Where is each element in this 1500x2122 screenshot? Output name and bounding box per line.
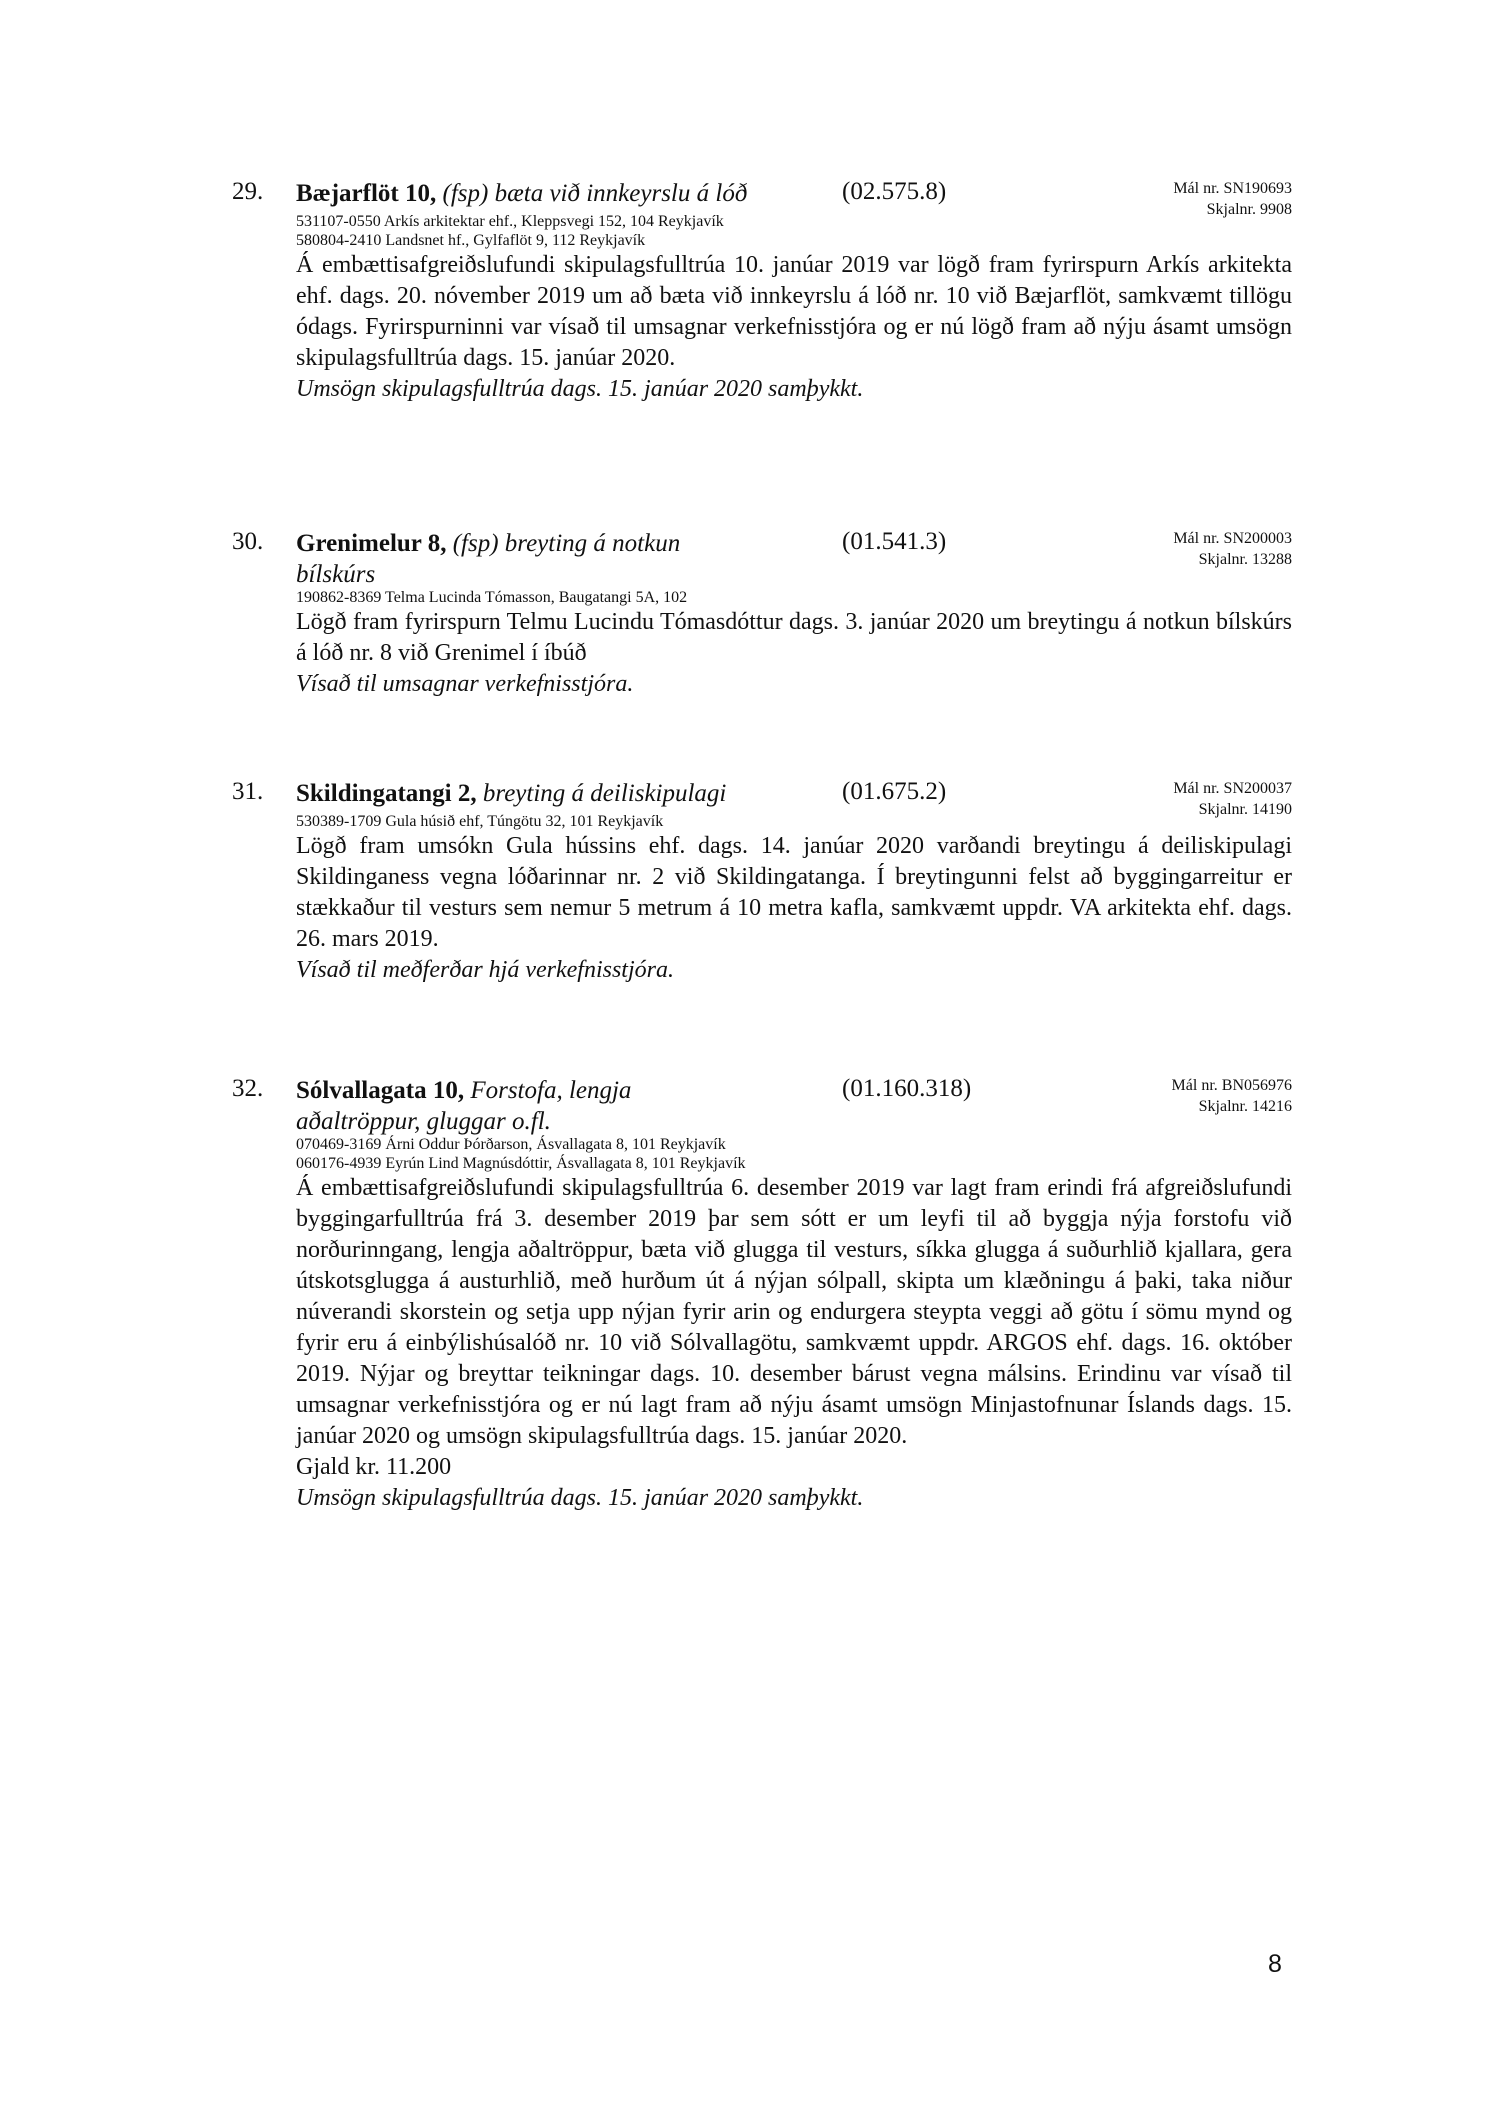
page-number: 8 bbox=[1268, 1950, 1282, 1978]
parties bbox=[296, 1135, 1292, 1173]
case-30 bbox=[232, 528, 1292, 700]
case-body: Lögð fram fyrirspurn Telmu Lucindu Tómasdóttur dags. 3. janúar 2020 um breytingu á notkun bílskúrs á lóð nr. 8 við Grenimel í íbúð bbox=[296, 609, 1292, 666]
case-title bbox=[296, 778, 836, 809]
case-31 bbox=[232, 778, 1292, 986]
case-body: Á embættisafgreiðslufundi skipulagsfulltrúa 10. janúar 2019 var lögð fram fyrirspurn Arkís arkitekta ehf. dags. 20. nóvember 2019 um að bæta við innkeyrslu á lóð nr. 10 við Bæjarflöt, samkvæmt tillögu ódags. Fyrirspurninni var vísað til umsagnar verkefnisstjóra og er nú lögð fram að nýju ásamt umsögn skipulagsfulltrúa dags. 15. janúar 2020. bbox=[296, 252, 1292, 371]
case-no: Mál nr. SN200037 bbox=[1173, 780, 1292, 797]
case-number: 29. bbox=[232, 178, 264, 205]
case-decision: Vísað til umsagnar verkefnisstjóra. bbox=[296, 671, 634, 697]
case-no: Mál nr. SN200003 bbox=[1173, 530, 1292, 547]
case-address: Bæjarflöt 10, bbox=[296, 180, 437, 207]
case-body: Lögð fram umsókn Gula hússins ehf. dags. 14. janúar 2020 varðandi breytingu á deiliskipulagi Skildinganess vegna lóðarinnar nr. 2 við Skildingatanga. Í breytingunni felst að byggingarreitur er stækkaður til vesturs sem nemur 5 metrum á 10 metra kafla, samkvæmt uppdr. VA arkitekta ehf. dags. 26. mars 2019. bbox=[296, 833, 1292, 952]
case-no: Mál nr. BN056976 bbox=[1171, 1077, 1292, 1094]
case-decision: Umsögn skipulagsfulltrúa dags. 15. janúar 2020 samþykkt. bbox=[296, 376, 864, 402]
case-29 bbox=[232, 178, 1292, 405]
land-code: (01.675.2) bbox=[842, 778, 947, 805]
case-references bbox=[1172, 1075, 1292, 1117]
case-subject-continued: aðaltröppur, gluggar o.fl. bbox=[296, 1108, 551, 1135]
case-address: Grenimelur 8, bbox=[296, 530, 447, 557]
case-address: Skildingatangi 2, bbox=[296, 780, 477, 807]
party: 070469-3169 Árni Oddur Þórðarson, Ásvallagata 8, 101 Reykjavík bbox=[296, 1136, 726, 1153]
parties bbox=[296, 588, 1292, 607]
case-header bbox=[232, 528, 1292, 588]
case-subject-continued: bílskúrs bbox=[296, 561, 376, 588]
case-address: Sólvallagata 10, bbox=[296, 1077, 465, 1104]
case-references bbox=[1173, 528, 1292, 570]
case-header bbox=[232, 778, 1292, 818]
party: 580804-2410 Landsnet hf., Gylfaflöt 9, 112 Reykjavík bbox=[296, 232, 646, 249]
land-code: (01.160.318) bbox=[842, 1075, 972, 1102]
case-fee: Gjald kr. 11.200 bbox=[296, 1454, 452, 1480]
case-decision: Vísað til meðferðar hjá verkefnisstjóra. bbox=[296, 957, 674, 983]
land-code: (01.541.3) bbox=[842, 528, 947, 555]
case-references bbox=[1173, 778, 1292, 820]
party: 060176-4939 Eyrún Lind Magnúsdóttir, Ásvallagata 8, 101 Reykjavík bbox=[296, 1155, 746, 1172]
party: 190862-8369 Telma Lucinda Tómasson, Baugatangi 5A, 102 bbox=[296, 589, 688, 606]
case-subject: (fsp) bæta við innkeyrslu á lóð bbox=[442, 180, 748, 207]
party: 530389-1709 Gula húsið ehf, Túngötu 32, 101 Reykjavík bbox=[296, 813, 664, 830]
case-decision: Umsögn skipulagsfulltrúa dags. 15. janúar 2020 samþykkt. bbox=[296, 1485, 864, 1511]
doc-no: Skjalnr. 9908 bbox=[1206, 201, 1292, 218]
case-title bbox=[296, 528, 836, 590]
case-number: 31. bbox=[232, 778, 264, 805]
doc-no: Skjalnr. 13288 bbox=[1198, 551, 1292, 568]
case-32 bbox=[232, 1075, 1292, 1514]
case-subject: (fsp) breyting á notkun bbox=[452, 530, 681, 557]
doc-no: Skjalnr. 14190 bbox=[1198, 801, 1292, 818]
case-header bbox=[232, 178, 1292, 218]
doc-no: Skjalnr. 14216 bbox=[1198, 1098, 1292, 1115]
case-references bbox=[1173, 178, 1292, 220]
case-header bbox=[232, 1075, 1292, 1135]
case-subject: Forstofa, lengja bbox=[470, 1077, 632, 1104]
case-number: 30. bbox=[232, 528, 264, 555]
case-title bbox=[296, 1075, 836, 1137]
case-no: Mál nr. SN190693 bbox=[1173, 180, 1292, 197]
parties bbox=[296, 212, 1292, 250]
case-title bbox=[296, 178, 836, 209]
land-code: (02.575.8) bbox=[842, 178, 947, 205]
case-subject: breyting á deiliskipulagi bbox=[482, 780, 727, 807]
case-number: 32. bbox=[232, 1075, 264, 1102]
case-body: Á embættisafgreiðslufundi skipulagsfulltrúa 6. desember 2019 var lagt fram erindi frá afgreiðslufundi byggingarfulltrúa frá 3. desember 2019 þar sem sótt er um leyfi til að byggja nýja forstofu við norðurinngang, lengja aðaltröppur, bæta við glugga til vesturs, síkka glugga á suðurhlið kjallara, gera útskotsglugga á austurhlið, með hurðum út á nýjan sólpall, skipta um klæðningu á þaki, taka niður núverandi skorstein og setja upp nýjan fyrir arin og endurgera steypta veggi að götu í sömu mynd og fyrir eru á einbýlishúsalóð nr. 10 við Sólvallagötu, samkvæmt uppdr. ARGOS ehf. dags. 16. október 2019. Nýjar og breyttar teikningar dags. 10. desember bárust vegna málsins. Erindinu var vísað til umsagnar verkefnisstjóra og er nú lagt fram að nýju ásamt umsögn Minjastofnunar Íslands dags. 15. janúar 2020 og umsögn skipulagsfulltrúa dags. 15. janúar 2020. bbox=[296, 1175, 1292, 1449]
party: 531107-0550 Arkís arkitektar ehf., Kleppsvegi 152, 104 Reykjavík bbox=[296, 213, 724, 230]
parties bbox=[296, 812, 1292, 831]
